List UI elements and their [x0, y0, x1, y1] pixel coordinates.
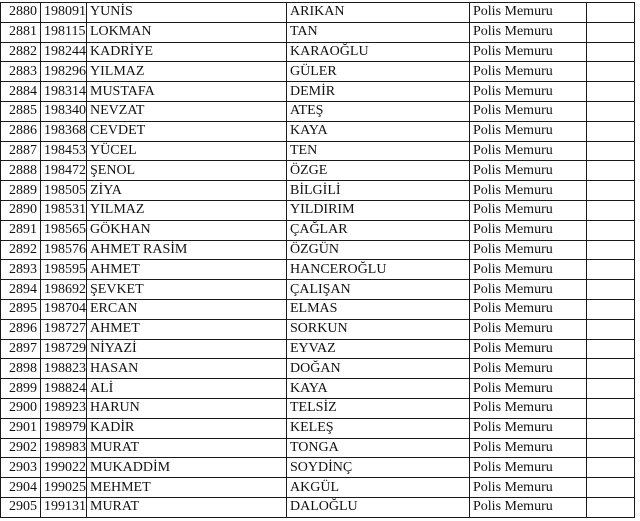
- title-cell: Polis Memuru: [470, 82, 587, 102]
- row-number-cell: 2886: [1, 121, 41, 141]
- title-cell: Polis Memuru: [470, 458, 587, 478]
- first-name-cell: GÖKHAN: [87, 220, 287, 240]
- empty-cell: [587, 497, 635, 517]
- row-number-cell: 2887: [1, 141, 41, 161]
- registry-number-cell: 198824: [41, 379, 87, 399]
- empty-cell: [587, 418, 635, 438]
- title-cell: Polis Memuru: [470, 200, 587, 220]
- registry-number-cell: 198453: [41, 141, 87, 161]
- row-number-cell: 2896: [1, 319, 41, 339]
- registry-number-cell: 198505: [41, 181, 87, 201]
- title-cell: Polis Memuru: [470, 299, 587, 319]
- row-number-cell: 2890: [1, 200, 41, 220]
- last-name-cell: DEMİR: [287, 82, 470, 102]
- empty-cell: [587, 200, 635, 220]
- personnel-list-sheet: [0, 2, 634, 518]
- empty-cell: [587, 398, 635, 418]
- first-name-cell: ZİYA: [87, 181, 287, 201]
- table-row: [1, 82, 635, 102]
- row-number-cell: 2893: [1, 260, 41, 280]
- table-row: [1, 478, 635, 498]
- last-name-cell: HANCEROĞLU: [287, 260, 470, 280]
- empty-cell: [587, 458, 635, 478]
- registry-number-cell: 198565: [41, 220, 87, 240]
- last-name-cell: TELSİZ: [287, 398, 470, 418]
- last-name-cell: AKGÜL: [287, 478, 470, 498]
- registry-number-cell: 199131: [41, 497, 87, 517]
- registry-number-cell: 198244: [41, 42, 87, 62]
- empty-cell: [587, 478, 635, 498]
- last-name-cell: ÖZGE: [287, 161, 470, 181]
- first-name-cell: MURAT: [87, 438, 287, 458]
- empty-cell: [587, 42, 635, 62]
- empty-cell: [587, 359, 635, 379]
- title-cell: Polis Memuru: [470, 3, 587, 23]
- registry-number-cell: 198296: [41, 62, 87, 82]
- table-row: [1, 319, 635, 339]
- table-row: [1, 280, 635, 300]
- registry-number-cell: 198340: [41, 101, 87, 121]
- row-number-cell: 2883: [1, 62, 41, 82]
- registry-number-cell: 198531: [41, 200, 87, 220]
- last-name-cell: YILDIRIM: [287, 200, 470, 220]
- personnel-table-body: [1, 3, 635, 518]
- table-row: [1, 220, 635, 240]
- title-cell: Polis Memuru: [470, 497, 587, 517]
- table-row: [1, 497, 635, 517]
- table-row: [1, 181, 635, 201]
- row-number-cell: 2901: [1, 418, 41, 438]
- table-row: [1, 200, 635, 220]
- row-number-cell: 2902: [1, 438, 41, 458]
- row-number-cell: 2892: [1, 240, 41, 260]
- registry-number-cell: 198979: [41, 418, 87, 438]
- registry-number-cell: 198704: [41, 299, 87, 319]
- first-name-cell: YÜCEL: [87, 141, 287, 161]
- table-row: [1, 379, 635, 399]
- title-cell: Polis Memuru: [470, 379, 587, 399]
- last-name-cell: DALOĞLU: [287, 497, 470, 517]
- first-name-cell: MEHMET: [87, 478, 287, 498]
- row-number-cell: 2905: [1, 497, 41, 517]
- first-name-cell: MURAT: [87, 497, 287, 517]
- row-number-cell: 2881: [1, 22, 41, 42]
- last-name-cell: TONGA: [287, 438, 470, 458]
- row-number-cell: 2891: [1, 220, 41, 240]
- title-cell: Polis Memuru: [470, 478, 587, 498]
- title-cell: Polis Memuru: [470, 280, 587, 300]
- last-name-cell: KELEŞ: [287, 418, 470, 438]
- empty-cell: [587, 260, 635, 280]
- row-number-cell: 2898: [1, 359, 41, 379]
- registry-number-cell: 199025: [41, 478, 87, 498]
- empty-cell: [587, 438, 635, 458]
- last-name-cell: GÜLER: [287, 62, 470, 82]
- registry-number-cell: 199022: [41, 458, 87, 478]
- registry-number-cell: 198692: [41, 280, 87, 300]
- registry-number-cell: 198595: [41, 260, 87, 280]
- first-name-cell: AHMET RASİM: [87, 240, 287, 260]
- empty-cell: [587, 82, 635, 102]
- table-row: [1, 42, 635, 62]
- registry-number-cell: 198115: [41, 22, 87, 42]
- table-row: [1, 22, 635, 42]
- last-name-cell: KARAOĞLU: [287, 42, 470, 62]
- last-name-cell: ARIKAN: [287, 3, 470, 23]
- row-number-cell: 2882: [1, 42, 41, 62]
- row-number-cell: 2889: [1, 181, 41, 201]
- title-cell: Polis Memuru: [470, 240, 587, 260]
- first-name-cell: ŞEVKET: [87, 280, 287, 300]
- registry-number-cell: 198727: [41, 319, 87, 339]
- title-cell: Polis Memuru: [470, 141, 587, 161]
- row-number-cell: 2897: [1, 339, 41, 359]
- registry-number-cell: 198729: [41, 339, 87, 359]
- row-number-cell: 2885: [1, 101, 41, 121]
- empty-cell: [587, 240, 635, 260]
- empty-cell: [587, 280, 635, 300]
- first-name-cell: HARUN: [87, 398, 287, 418]
- empty-cell: [587, 220, 635, 240]
- registry-number-cell: 198923: [41, 398, 87, 418]
- title-cell: Polis Memuru: [470, 42, 587, 62]
- first-name-cell: NEVZAT: [87, 101, 287, 121]
- first-name-cell: KADİR: [87, 418, 287, 438]
- first-name-cell: LOKMAN: [87, 22, 287, 42]
- registry-number-cell: 198368: [41, 121, 87, 141]
- empty-cell: [587, 141, 635, 161]
- registry-number-cell: 198472: [41, 161, 87, 181]
- last-name-cell: ELMAS: [287, 299, 470, 319]
- first-name-cell: YUNİS: [87, 3, 287, 23]
- registry-number-cell: 198314: [41, 82, 87, 102]
- first-name-cell: AHMET: [87, 319, 287, 339]
- empty-cell: [587, 62, 635, 82]
- empty-cell: [587, 319, 635, 339]
- row-number-cell: 2904: [1, 478, 41, 498]
- last-name-cell: ATEŞ: [287, 101, 470, 121]
- first-name-cell: KADRİYE: [87, 42, 287, 62]
- title-cell: Polis Memuru: [470, 398, 587, 418]
- registry-number-cell: 198823: [41, 359, 87, 379]
- last-name-cell: KAYA: [287, 379, 470, 399]
- first-name-cell: HASAN: [87, 359, 287, 379]
- table-row: [1, 438, 635, 458]
- last-name-cell: TAN: [287, 22, 470, 42]
- first-name-cell: AHMET: [87, 260, 287, 280]
- last-name-cell: SORKUN: [287, 319, 470, 339]
- table-row: [1, 260, 635, 280]
- title-cell: Polis Memuru: [470, 418, 587, 438]
- title-cell: Polis Memuru: [470, 161, 587, 181]
- registry-number-cell: 198983: [41, 438, 87, 458]
- last-name-cell: ÖZGÜN: [287, 240, 470, 260]
- empty-cell: [587, 161, 635, 181]
- title-cell: Polis Memuru: [470, 220, 587, 240]
- table-row: [1, 418, 635, 438]
- first-name-cell: YILMAZ: [87, 200, 287, 220]
- first-name-cell: NİYAZİ: [87, 339, 287, 359]
- row-number-cell: 2880: [1, 3, 41, 23]
- title-cell: Polis Memuru: [470, 22, 587, 42]
- last-name-cell: ÇALIŞAN: [287, 280, 470, 300]
- table-row: [1, 121, 635, 141]
- table-row: [1, 339, 635, 359]
- personnel-table: [0, 2, 635, 518]
- empty-cell: [587, 299, 635, 319]
- row-number-cell: 2895: [1, 299, 41, 319]
- empty-cell: [587, 101, 635, 121]
- table-row: [1, 359, 635, 379]
- last-name-cell: BİLGİLİ: [287, 181, 470, 201]
- table-row: [1, 299, 635, 319]
- first-name-cell: CEVDET: [87, 121, 287, 141]
- table-row: [1, 161, 635, 181]
- table-row: [1, 458, 635, 478]
- title-cell: Polis Memuru: [470, 101, 587, 121]
- table-row: [1, 62, 635, 82]
- row-number-cell: 2894: [1, 280, 41, 300]
- last-name-cell: DOĞAN: [287, 359, 470, 379]
- last-name-cell: KAYA: [287, 121, 470, 141]
- empty-cell: [587, 3, 635, 23]
- row-number-cell: 2900: [1, 398, 41, 418]
- row-number-cell: 2903: [1, 458, 41, 478]
- title-cell: Polis Memuru: [470, 319, 587, 339]
- empty-cell: [587, 379, 635, 399]
- table-row: [1, 141, 635, 161]
- last-name-cell: ÇAĞLAR: [287, 220, 470, 240]
- registry-number-cell: 198576: [41, 240, 87, 260]
- last-name-cell: TEN: [287, 141, 470, 161]
- table-row: [1, 240, 635, 260]
- title-cell: Polis Memuru: [470, 260, 587, 280]
- last-name-cell: EYVAZ: [287, 339, 470, 359]
- title-cell: Polis Memuru: [470, 62, 587, 82]
- first-name-cell: ŞENOL: [87, 161, 287, 181]
- row-number-cell: 2884: [1, 82, 41, 102]
- empty-cell: [587, 339, 635, 359]
- table-row: [1, 3, 635, 23]
- last-name-cell: SOYDİNÇ: [287, 458, 470, 478]
- first-name-cell: ALİ: [87, 379, 287, 399]
- first-name-cell: MUSTAFA: [87, 82, 287, 102]
- title-cell: Polis Memuru: [470, 181, 587, 201]
- title-cell: Polis Memuru: [470, 359, 587, 379]
- table-row: [1, 101, 635, 121]
- row-number-cell: 2888: [1, 161, 41, 181]
- empty-cell: [587, 181, 635, 201]
- title-cell: Polis Memuru: [470, 438, 587, 458]
- empty-cell: [587, 22, 635, 42]
- first-name-cell: ERCAN: [87, 299, 287, 319]
- first-name-cell: YILMAZ: [87, 62, 287, 82]
- row-number-cell: 2899: [1, 379, 41, 399]
- table-row: [1, 398, 635, 418]
- first-name-cell: MUKADDİM: [87, 458, 287, 478]
- registry-number-cell: 198091: [41, 3, 87, 23]
- title-cell: Polis Memuru: [470, 121, 587, 141]
- title-cell: Polis Memuru: [470, 339, 587, 359]
- empty-cell: [587, 121, 635, 141]
